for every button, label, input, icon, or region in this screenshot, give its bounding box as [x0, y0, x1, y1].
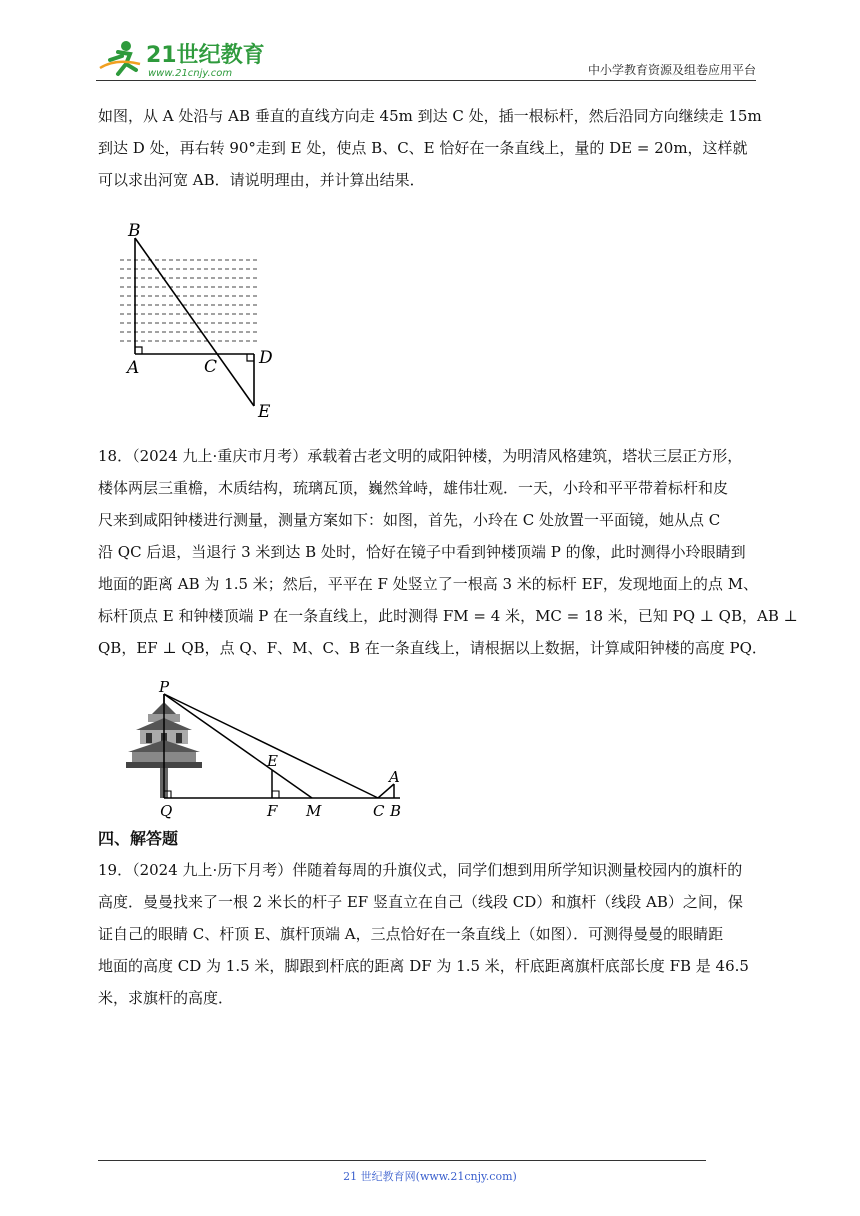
- line-pc: [164, 694, 378, 798]
- q18-line-2: 楼体两层三重檐，木质结构，琉璃瓦顶，巍然耸峙，雄伟壮观．一天，小玲和平平带着标杆和皮: [98, 479, 729, 497]
- q18-line-4: 沿 QC 后退，当退行 3 米到达 B 处时，恰好在镜子中看到钟楼顶端 P 的像，此时测得小玲眼睛到: [98, 543, 746, 561]
- label-p: P: [159, 680, 170, 696]
- label-e: E: [258, 402, 271, 422]
- q19-line-4: 地面的高度 CD 为 1.5 米，脚跟到杆底的距离 DF 为 1.5 米，杆底距离旗杆底部长度 FB 是 46.5: [98, 957, 749, 975]
- runner-logo-icon: [96, 38, 266, 80]
- site-slogan: 中小学教育资源及组卷应用平台: [587, 63, 756, 77]
- q18-line-6: 标杆顶点 E 和钟楼顶端 P 在一条直线上，此时测得 FM = 4 米，MC = 18 米，已知 PQ ⊥ QB，AB ⊥: [98, 607, 798, 625]
- label-c: C: [204, 357, 218, 377]
- line-pm: [164, 694, 312, 798]
- footer-link[interactable]: 21 世纪教育网(www.21cnjy.com): [343, 1170, 517, 1183]
- header-divider: [96, 80, 756, 81]
- river-hatching: [120, 260, 260, 341]
- section-heading: 四、解答题: [98, 829, 179, 848]
- q18-line-7: QB，EF ⊥ QB，点 Q、F、M、C、B 在一条直线上，请根据以上数据，计算咸阳钟楼的高度 PQ．: [98, 639, 767, 657]
- q17-line-3: 可以求出河宽 AB．请说明理由，并计算出结果．: [98, 171, 425, 189]
- bell-tower-figure: [124, 680, 414, 822]
- label-c: C: [373, 802, 385, 820]
- label-a: A: [389, 768, 400, 786]
- question-19-text: [98, 854, 762, 1014]
- q19-line-2: 高度．曼曼找来了一根 2 米长的杆子 EF 竖直立在自己（线段 CD）和旗杆（线段 AB）之间，保: [98, 893, 743, 911]
- line-ca: [378, 784, 394, 798]
- right-angle-a: [135, 347, 142, 354]
- label-e: E: [267, 752, 278, 770]
- segment-be: [135, 238, 254, 406]
- q17-line-2: 到达 D 处，再右转 90°走到 E 处，使点 B、C、E 恰好在一条直线上，量的 DE = 20m，这样就: [98, 139, 748, 157]
- label-b: B: [390, 802, 402, 820]
- label-f: F: [267, 802, 278, 820]
- q19-line-1: 19．（2024 九上·历下月考）伴随着每周的升旗仪式，同学们想到用所学知识测量校园内的旗杆的: [98, 861, 743, 879]
- label-b: B: [128, 221, 141, 241]
- question-17-text: [98, 100, 762, 196]
- q19-line-3: 证自己的眼睛 C、杆顶 E、旗杆顶端 A，三点恰好在一条直线上（如图）．可测得曼曼的眼睛距: [98, 925, 724, 943]
- label-a: A: [127, 358, 140, 378]
- q18-line-3: 尺来到咸阳钟楼进行测量，测量方案如下：如图，首先，小玲在 C 处放置一平面镜，她从点 C: [98, 511, 721, 529]
- question-18-text: [98, 440, 798, 664]
- site-logo: [96, 38, 266, 80]
- river-width-figure: [110, 218, 290, 424]
- label-q: Q: [160, 802, 173, 820]
- label-m: M: [306, 802, 322, 820]
- q18-line-1: 18．（2024 九上·重庆市月考）承载着古老文明的咸阳钟楼，为明清风格建筑，塔状三层正方形，: [98, 447, 743, 465]
- right-angle-d: [247, 354, 254, 361]
- label-d: D: [259, 348, 273, 368]
- right-angle-f: [272, 791, 279, 798]
- q19-line-5: 米，求旗杆的高度．: [98, 989, 234, 1007]
- svg-text:www.21cnjy.com: www.21cnjy.com: [148, 68, 233, 79]
- svg-text:21世纪教育: 21世纪教育: [146, 43, 265, 68]
- footer-divider: [98, 1160, 706, 1161]
- q18-line-5: 地面的距离 AB 为 1.5 米；然后，平平在 F 处竖立了一根高 3 米的标杆 EF，发现地面上的点 M、: [98, 575, 759, 593]
- q17-line-1: 如图，从 A 处沿与 AB 垂直的直线方向走 45m 到达 C 处，插一根标杆，然后沿同方向继续走 15m: [98, 107, 762, 125]
